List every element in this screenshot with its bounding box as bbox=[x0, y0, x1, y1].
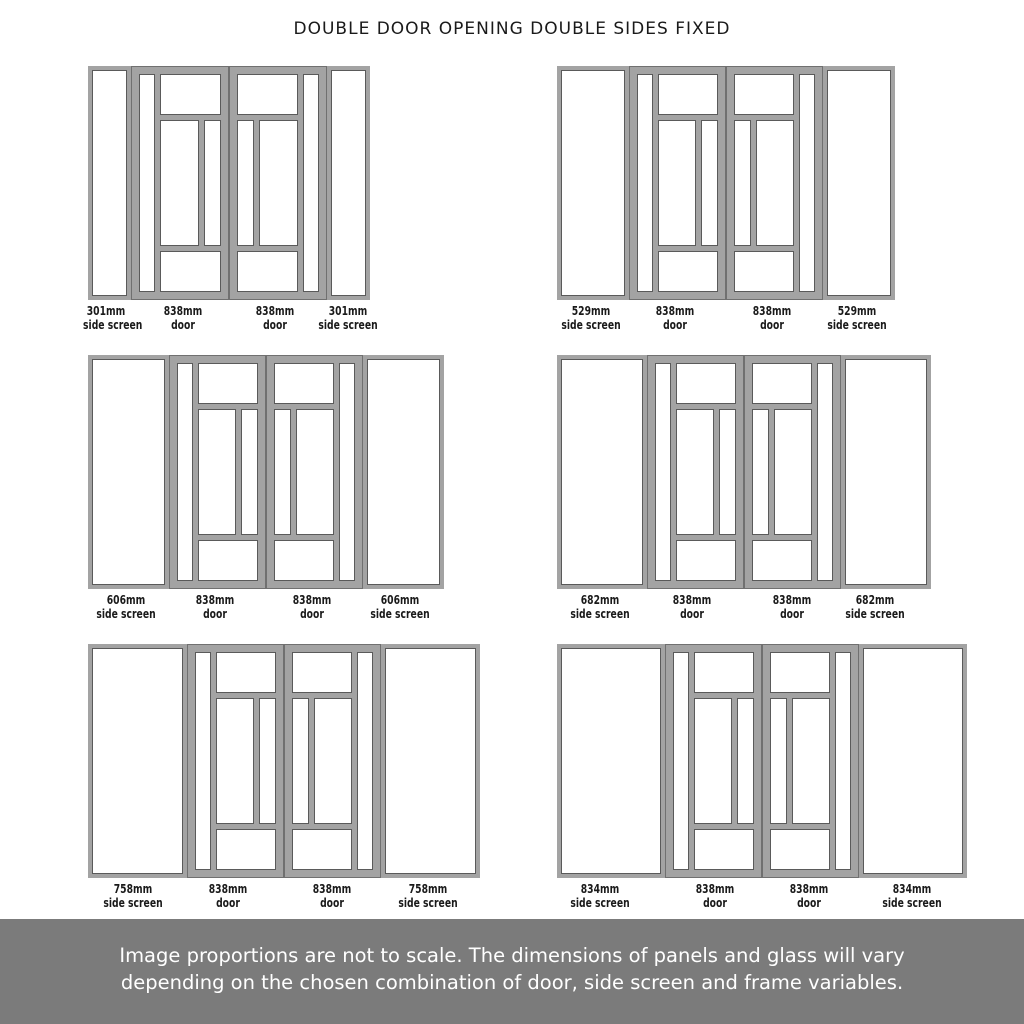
glass-pane bbox=[771, 699, 787, 824]
label-left-side-screen: 529mm side screen bbox=[561, 303, 621, 332]
glass-pane bbox=[562, 360, 643, 585]
glass-pane bbox=[677, 410, 714, 535]
label-right-door: 838mm door bbox=[255, 303, 295, 332]
glass-pane bbox=[735, 75, 794, 115]
glass-pane bbox=[702, 121, 718, 246]
glass-pane bbox=[818, 364, 833, 581]
glass-pane bbox=[238, 252, 298, 292]
label-right-side-screen: 758mm side screen bbox=[398, 881, 458, 910]
glass-pane bbox=[800, 75, 815, 292]
glass-pane bbox=[677, 541, 736, 581]
glass-pane bbox=[659, 252, 718, 292]
label-right-side-screen: 834mm side screen bbox=[882, 881, 942, 910]
glass-pane bbox=[315, 699, 352, 824]
label-right-side-screen: 606mm side screen bbox=[370, 592, 430, 621]
glass-pane bbox=[161, 75, 221, 115]
label-right-side-screen: 529mm side screen bbox=[827, 303, 887, 332]
door-diagram bbox=[88, 355, 444, 589]
label-left-side-screen: 301mm side screen bbox=[83, 303, 143, 332]
glass-pane bbox=[340, 364, 355, 581]
glass-pane bbox=[757, 121, 794, 246]
glass-pane bbox=[695, 830, 754, 870]
glass-pane bbox=[260, 121, 298, 246]
label-right-door: 838mm door bbox=[312, 881, 352, 910]
glass-pane bbox=[753, 410, 769, 535]
glass-pane bbox=[161, 252, 221, 292]
disclaimer-line-1: Image proportions are not to scale. The dimensions of panels and glass will vary bbox=[119, 944, 905, 967]
glass-pane bbox=[93, 360, 165, 585]
glass-pane bbox=[293, 830, 352, 870]
glass-pane bbox=[753, 541, 812, 581]
glass-pane bbox=[358, 653, 373, 870]
glass-pane bbox=[205, 121, 221, 246]
label-left-side-screen: 758mm side screen bbox=[103, 881, 163, 910]
glass-pane bbox=[238, 121, 254, 246]
glass-pane bbox=[793, 699, 830, 824]
glass-pane bbox=[304, 75, 319, 292]
glass-pane bbox=[93, 71, 127, 296]
disclaimer-line-2: depending on the chosen combination of door, side screen and frame variables. bbox=[120, 971, 904, 994]
disclaimer-banner bbox=[0, 919, 1024, 1024]
label-left-door: 838mm door bbox=[208, 881, 248, 910]
label-right-side-screen: 301mm side screen bbox=[318, 303, 378, 332]
glass-pane bbox=[93, 649, 183, 874]
label-right-door: 838mm door bbox=[292, 592, 332, 621]
glass-pane bbox=[199, 410, 236, 535]
glass-pane bbox=[217, 699, 254, 824]
glass-pane bbox=[720, 410, 736, 535]
glass-pane bbox=[217, 653, 276, 693]
glass-pane bbox=[753, 364, 812, 404]
label-left-side-screen: 606mm side screen bbox=[96, 592, 156, 621]
label-right-side-screen: 682mm side screen bbox=[845, 592, 905, 621]
glass-pane bbox=[275, 541, 334, 581]
glass-pane bbox=[771, 830, 830, 870]
label-left-door: 838mm door bbox=[655, 303, 695, 332]
door-diagram bbox=[88, 644, 480, 878]
door-diagram bbox=[557, 355, 931, 589]
glass-pane bbox=[836, 653, 851, 870]
glass-pane bbox=[217, 830, 276, 870]
label-right-door: 838mm door bbox=[752, 303, 792, 332]
glass-pane bbox=[386, 649, 476, 874]
glass-pane bbox=[735, 121, 751, 246]
label-left-door: 838mm door bbox=[672, 592, 712, 621]
label-right-door: 838mm door bbox=[772, 592, 812, 621]
glass-pane bbox=[140, 75, 155, 292]
glass-pane bbox=[275, 410, 291, 535]
glass-pane bbox=[178, 364, 193, 581]
glass-pane bbox=[275, 364, 334, 404]
glass-pane bbox=[332, 71, 366, 296]
glass-pane bbox=[242, 410, 258, 535]
label-right-door: 838mm door bbox=[789, 881, 829, 910]
glass-pane bbox=[695, 653, 754, 693]
glass-pane bbox=[735, 252, 794, 292]
glass-pane bbox=[677, 364, 736, 404]
glass-pane bbox=[674, 653, 689, 870]
glass-pane bbox=[293, 653, 352, 693]
glass-pane bbox=[846, 360, 927, 585]
glass-pane bbox=[659, 75, 718, 115]
glass-pane bbox=[638, 75, 653, 292]
glass-pane bbox=[864, 649, 963, 874]
glass-pane bbox=[368, 360, 440, 585]
glass-pane bbox=[293, 699, 309, 824]
label-left-side-screen: 834mm side screen bbox=[570, 881, 630, 910]
glass-pane bbox=[695, 699, 732, 824]
label-left-door: 838mm door bbox=[195, 592, 235, 621]
glass-pane bbox=[656, 364, 671, 581]
glass-pane bbox=[562, 71, 625, 296]
glass-pane bbox=[238, 75, 298, 115]
glass-pane bbox=[260, 699, 276, 824]
door-diagram bbox=[557, 644, 967, 878]
glass-pane bbox=[828, 71, 891, 296]
glass-pane bbox=[659, 121, 696, 246]
glass-pane bbox=[199, 541, 258, 581]
glass-pane bbox=[738, 699, 754, 824]
glass-pane bbox=[161, 121, 199, 246]
label-left-side-screen: 682mm side screen bbox=[570, 592, 630, 621]
label-left-door: 838mm door bbox=[695, 881, 735, 910]
glass-pane bbox=[562, 649, 661, 874]
glass-pane bbox=[297, 410, 334, 535]
glass-pane bbox=[775, 410, 812, 535]
glass-pane bbox=[771, 653, 830, 693]
label-left-door: 838mm door bbox=[163, 303, 203, 332]
glass-pane bbox=[196, 653, 211, 870]
door-diagram bbox=[557, 66, 895, 300]
glass-pane bbox=[199, 364, 258, 404]
door-diagram bbox=[88, 66, 370, 300]
page-title: DOUBLE DOOR OPENING DOUBLE SIDES FIXED bbox=[293, 19, 731, 39]
